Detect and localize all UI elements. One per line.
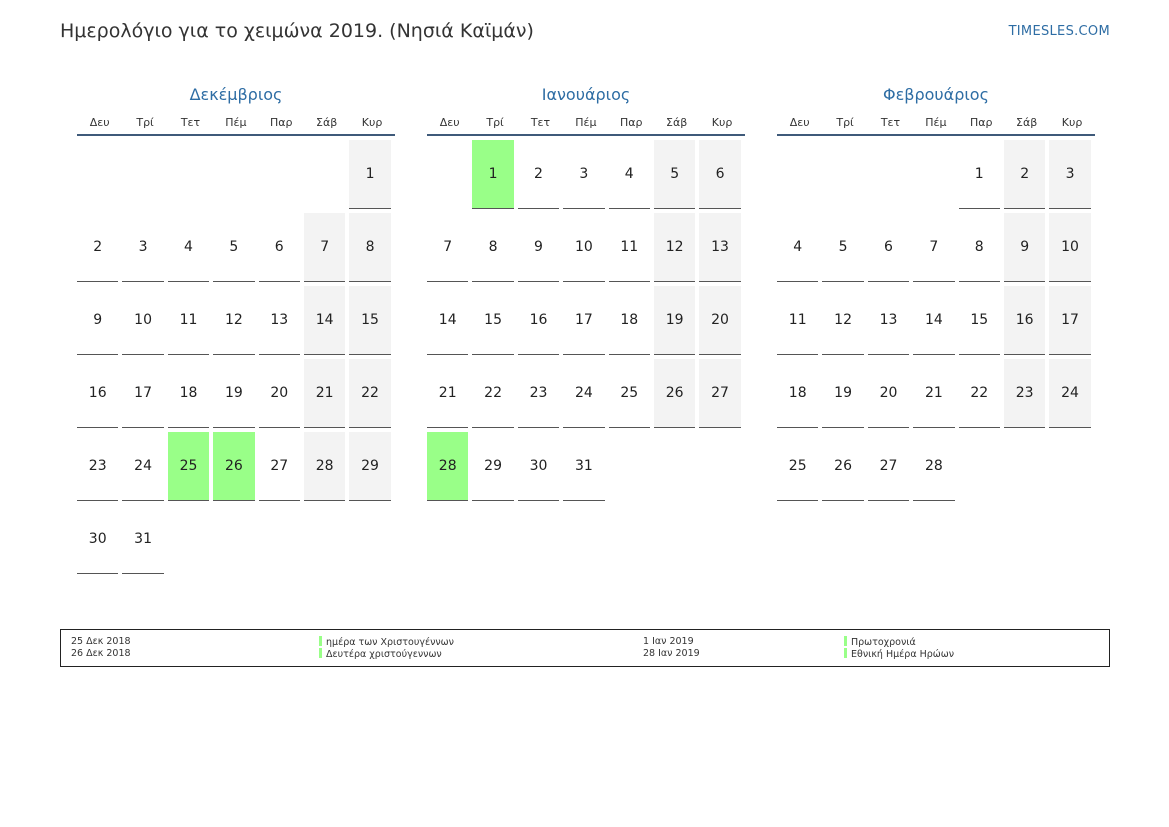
weekday-label: Δευ <box>89 116 110 129</box>
empty-cell <box>213 136 258 209</box>
day-number: 9 <box>518 213 559 282</box>
holiday-color-marker <box>844 636 847 646</box>
weekday-label: Κυρ <box>361 116 383 129</box>
empty-cell <box>427 136 472 209</box>
day-number: 28 <box>913 432 954 501</box>
empty-cell <box>304 136 349 209</box>
day-number: 4 <box>609 140 650 209</box>
day-number: 5 <box>213 213 254 282</box>
day-number: 5 <box>822 213 863 282</box>
day-cell <box>609 282 654 355</box>
weekday-label: Σάβ <box>1016 116 1038 129</box>
day-number: 13 <box>699 213 740 282</box>
day-cell <box>349 209 394 282</box>
day-number: 22 <box>349 359 390 428</box>
day-number: 27 <box>699 359 740 428</box>
day-cell <box>518 209 563 282</box>
day-cell <box>77 282 122 355</box>
day-cell <box>259 282 304 355</box>
day-cell <box>304 209 349 282</box>
day-cell <box>472 282 517 355</box>
day-number: 1 <box>472 140 513 209</box>
day-number: 7 <box>304 213 345 282</box>
day-number: 30 <box>77 505 118 574</box>
day-number: 23 <box>518 359 559 428</box>
day-number: 17 <box>1049 286 1090 355</box>
day-cell <box>349 428 394 501</box>
day-cell <box>699 355 744 428</box>
day-cell <box>959 209 1004 282</box>
day-cell <box>349 136 394 209</box>
legend-date: 25 Δεκ 2018 <box>71 636 131 647</box>
day-number: 20 <box>868 359 909 428</box>
day-number: 8 <box>472 213 513 282</box>
day-number: 20 <box>699 286 740 355</box>
day-cell <box>427 282 472 355</box>
weekday-label: Τετ <box>880 116 901 129</box>
day-number: 25 <box>168 432 209 501</box>
day-cell <box>777 282 822 355</box>
day-cell <box>563 355 608 428</box>
day-number: 6 <box>699 140 740 209</box>
day-number: 5 <box>654 140 695 209</box>
weekday-label: Δευ <box>789 116 810 129</box>
day-cell <box>654 282 699 355</box>
day-number: 26 <box>654 359 695 428</box>
page-title: Ημερολόγιο για το χειμώνα 2019. (Νησιά Καϊμάν) <box>60 20 534 42</box>
day-number: 21 <box>427 359 468 428</box>
day-number: 19 <box>213 359 254 428</box>
holiday-legend <box>60 629 1110 667</box>
day-number: 20 <box>259 359 300 428</box>
day-number: 23 <box>1004 359 1045 428</box>
day-number: 18 <box>168 359 209 428</box>
day-cell <box>77 501 122 574</box>
day-number: 29 <box>349 432 390 501</box>
holiday-day-cell <box>168 428 213 501</box>
empty-cell <box>822 136 867 209</box>
brand-link[interactable]: TIMESLES.COM <box>1008 24 1110 39</box>
day-cell <box>959 282 1004 355</box>
day-cell <box>518 355 563 428</box>
day-number: 23 <box>77 432 118 501</box>
day-number: 21 <box>913 359 954 428</box>
day-cell <box>213 282 258 355</box>
day-grid <box>777 136 1095 501</box>
day-cell <box>913 209 958 282</box>
day-cell <box>77 209 122 282</box>
day-cell <box>654 355 699 428</box>
weekday-label: Κυρ <box>711 116 733 129</box>
month-december <box>77 82 395 574</box>
day-number: 27 <box>868 432 909 501</box>
day-number: 14 <box>427 286 468 355</box>
day-number: 30 <box>518 432 559 501</box>
day-cell <box>259 209 304 282</box>
day-number: 4 <box>168 213 209 282</box>
day-number: 28 <box>427 432 468 501</box>
day-cell <box>1049 282 1094 355</box>
day-number: 1 <box>349 140 390 209</box>
day-cell <box>213 355 258 428</box>
day-cell <box>427 355 472 428</box>
day-number: 10 <box>563 213 604 282</box>
day-cell <box>77 355 122 428</box>
day-cell <box>777 355 822 428</box>
day-cell <box>699 136 744 209</box>
day-cell <box>822 428 867 501</box>
day-number: 17 <box>563 286 604 355</box>
legend-holiday-label: Εθνική Ημέρα Ηρώων <box>851 649 955 660</box>
day-cell <box>304 355 349 428</box>
day-cell <box>518 428 563 501</box>
day-number: 14 <box>913 286 954 355</box>
day-cell <box>563 209 608 282</box>
empty-cell <box>77 136 122 209</box>
day-number: 15 <box>959 286 1000 355</box>
day-number: 24 <box>1049 359 1090 428</box>
day-number: 12 <box>654 213 695 282</box>
day-cell <box>168 209 213 282</box>
day-cell <box>868 209 913 282</box>
day-cell <box>518 136 563 209</box>
day-number: 2 <box>1004 140 1045 209</box>
day-cell <box>1049 355 1094 428</box>
day-cell <box>349 355 394 428</box>
day-number: 15 <box>349 286 390 355</box>
day-cell <box>1004 355 1049 428</box>
weekday-header <box>77 110 395 136</box>
day-number: 9 <box>77 286 118 355</box>
day-cell <box>427 209 472 282</box>
day-cell <box>913 282 958 355</box>
day-number: 18 <box>777 359 818 428</box>
day-cell <box>168 282 213 355</box>
day-cell <box>822 282 867 355</box>
day-number: 13 <box>259 286 300 355</box>
day-number: 25 <box>609 359 650 428</box>
day-number: 11 <box>168 286 209 355</box>
day-cell <box>913 428 958 501</box>
day-cell <box>122 355 167 428</box>
day-cell <box>122 209 167 282</box>
day-cell <box>168 355 213 428</box>
day-number: 14 <box>304 286 345 355</box>
weekday-label: Τετ <box>180 116 201 129</box>
day-cell <box>122 501 167 574</box>
month-name: Δεκέμβριος <box>189 85 283 104</box>
day-cell <box>868 355 913 428</box>
day-cell <box>122 428 167 501</box>
day-grid <box>427 136 745 501</box>
day-cell <box>1049 136 1094 209</box>
day-cell <box>259 428 304 501</box>
holiday-color-marker <box>844 648 847 658</box>
day-number: 29 <box>472 432 513 501</box>
day-cell <box>959 136 1004 209</box>
day-number: 22 <box>472 359 513 428</box>
legend-holiday-label: Δευτέρα χριστούγεννων <box>326 649 442 660</box>
day-cell <box>609 355 654 428</box>
holiday-day-cell <box>472 136 517 209</box>
day-number: 13 <box>868 286 909 355</box>
weekday-label: Τρί <box>836 116 854 129</box>
day-number: 9 <box>1004 213 1045 282</box>
weekday-label: Τρί <box>486 116 504 129</box>
empty-cell <box>168 136 213 209</box>
day-cell <box>563 428 608 501</box>
weekday-label: Πέμ <box>925 116 947 129</box>
day-cell <box>868 282 913 355</box>
day-cell <box>699 282 744 355</box>
weekday-label: Τετ <box>530 116 551 129</box>
day-number: 6 <box>259 213 300 282</box>
day-cell <box>822 209 867 282</box>
day-cell <box>699 209 744 282</box>
day-number: 3 <box>122 213 163 282</box>
day-cell <box>77 428 122 501</box>
day-grid <box>77 136 395 574</box>
day-number: 27 <box>259 432 300 501</box>
weekday-label: Πέμ <box>225 116 247 129</box>
day-number: 3 <box>563 140 604 209</box>
day-cell <box>122 282 167 355</box>
day-number: 16 <box>1004 286 1045 355</box>
day-number: 25 <box>777 432 818 501</box>
day-cell <box>563 282 608 355</box>
empty-cell <box>777 136 822 209</box>
day-number: 4 <box>777 213 818 282</box>
day-cell <box>609 136 654 209</box>
month-january <box>427 82 745 501</box>
day-number: 8 <box>349 213 390 282</box>
day-cell <box>1004 282 1049 355</box>
day-number: 2 <box>518 140 559 209</box>
legend-holiday-label: Πρωτοχρονιά <box>851 637 916 648</box>
legend-date: 1 Ιαν 2019 <box>643 636 694 647</box>
holiday-day-cell <box>213 428 258 501</box>
day-cell <box>304 428 349 501</box>
day-cell <box>472 355 517 428</box>
day-cell <box>913 355 958 428</box>
day-cell <box>472 209 517 282</box>
day-number: 10 <box>1049 213 1090 282</box>
day-cell <box>654 136 699 209</box>
day-number: 24 <box>122 432 163 501</box>
day-number: 1 <box>959 140 1000 209</box>
weekday-header <box>427 110 745 136</box>
empty-cell <box>868 136 913 209</box>
legend-date: 28 Ιαν 2019 <box>643 648 700 659</box>
holiday-day-cell <box>427 428 472 501</box>
day-cell <box>1004 136 1049 209</box>
day-number: 8 <box>959 213 1000 282</box>
day-cell <box>777 209 822 282</box>
day-cell <box>1004 209 1049 282</box>
day-number: 26 <box>822 432 863 501</box>
day-number: 17 <box>122 359 163 428</box>
day-cell <box>304 282 349 355</box>
weekday-label: Τρί <box>136 116 154 129</box>
day-number: 18 <box>609 286 650 355</box>
day-number: 10 <box>122 286 163 355</box>
day-cell <box>654 209 699 282</box>
weekday-label: Σάβ <box>666 116 688 129</box>
day-cell <box>822 355 867 428</box>
empty-cell <box>913 136 958 209</box>
day-cell <box>959 355 1004 428</box>
holiday-color-marker <box>319 636 322 646</box>
day-cell <box>259 355 304 428</box>
day-number: 11 <box>609 213 650 282</box>
legend-holiday-name <box>319 648 442 661</box>
month-february <box>777 82 1095 501</box>
day-number: 26 <box>213 432 254 501</box>
day-number: 11 <box>777 286 818 355</box>
day-number: 12 <box>213 286 254 355</box>
day-cell <box>472 428 517 501</box>
day-number: 15 <box>472 286 513 355</box>
weekday-header <box>777 110 1095 136</box>
day-cell <box>777 428 822 501</box>
day-cell <box>349 282 394 355</box>
day-number: 22 <box>959 359 1000 428</box>
legend-date: 26 Δεκ 2018 <box>71 648 131 659</box>
day-number: 31 <box>563 432 604 501</box>
day-number: 31 <box>122 505 163 574</box>
day-number: 24 <box>563 359 604 428</box>
day-number: 6 <box>868 213 909 282</box>
weekday-label: Πέμ <box>575 116 597 129</box>
day-cell <box>1049 209 1094 282</box>
day-number: 19 <box>654 286 695 355</box>
day-cell <box>563 136 608 209</box>
legend-holiday-label: ημέρα των Χριστουγέννων <box>326 637 454 648</box>
weekday-label: Παρ <box>970 116 993 129</box>
month-name: Ιανουάριος <box>541 85 631 104</box>
day-cell <box>609 209 654 282</box>
day-cell <box>868 428 913 501</box>
weekday-label: Παρ <box>620 116 643 129</box>
day-number: 28 <box>304 432 345 501</box>
day-number: 7 <box>913 213 954 282</box>
day-number: 19 <box>822 359 863 428</box>
day-number: 16 <box>518 286 559 355</box>
weekday-label: Παρ <box>270 116 293 129</box>
legend-holiday-name <box>844 648 954 661</box>
weekday-label: Σάβ <box>316 116 338 129</box>
empty-cell <box>259 136 304 209</box>
day-cell <box>213 209 258 282</box>
weekday-label: Δευ <box>439 116 460 129</box>
weekday-label: Κυρ <box>1061 116 1083 129</box>
day-number: 3 <box>1049 140 1090 209</box>
empty-cell <box>122 136 167 209</box>
day-number: 7 <box>427 213 468 282</box>
month-name: Φεβρουάριος <box>883 85 989 104</box>
holiday-color-marker <box>319 648 322 658</box>
day-number: 21 <box>304 359 345 428</box>
day-number: 16 <box>77 359 118 428</box>
day-cell <box>518 282 563 355</box>
day-number: 2 <box>77 213 118 282</box>
day-number: 12 <box>822 286 863 355</box>
